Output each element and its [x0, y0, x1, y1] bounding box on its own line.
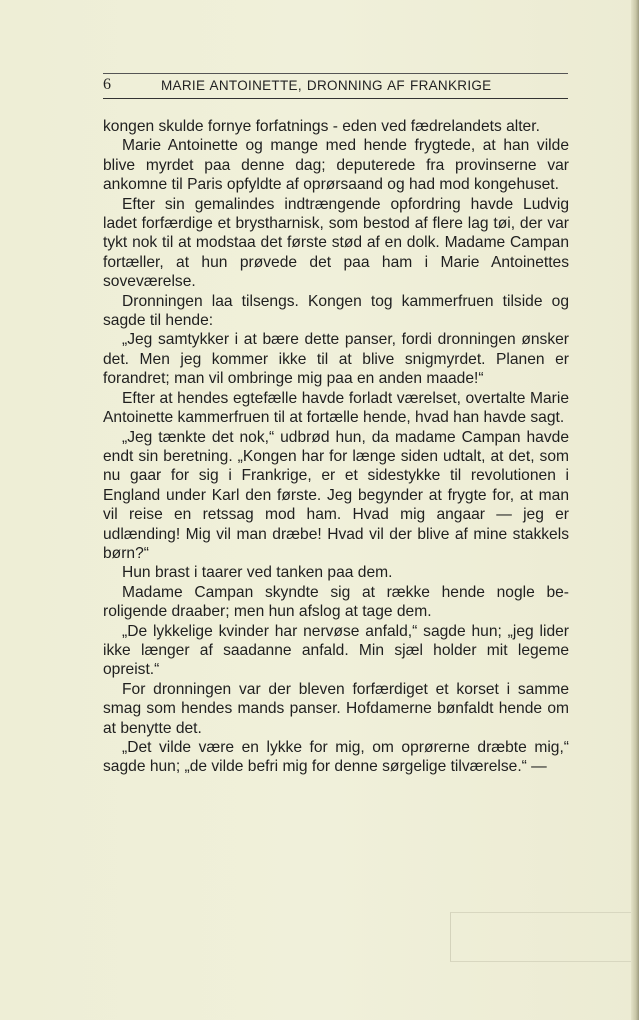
- paragraph: Marie Antoinette og mange med hende frygtede, at han vilde blive myrdet paa denne dag; deputerede fra provinserne var ankomne til Paris opfyldte af oprørsaand og had mod kongehuset.: [103, 137, 569, 194]
- faint-stamp-mark: [450, 912, 631, 962]
- paragraph: „Jeg samtykker i at bære dette panser, fordi dronningen ønsker det. Men jeg kommer ikke til at blive snigmyrdet. Planen er forandret; man vil ombringe mig paa en anden maade!“: [103, 331, 569, 388]
- paragraph: Efter sin gemalindes indtrængende opfordring havde Ludvig ladet forfærdige et brystharnisk, som bestod af flere lag tøi, der var tykt nok til at modstaa det første stød af en dolk. Madame Campan fortæller, at hun prøvede det paa ham i Marie Antoinettes soveværelse.: [103, 195, 569, 291]
- page-edge-shadow: [631, 0, 639, 1020]
- paragraph: Madame Campan skyndte sig at række hende nogle beroligende draaber; men hun afslog at tage dem.: [103, 583, 569, 621]
- paragraph: „Jeg tænkte det nok,“ udbrød hun, da madame Campan havde endt sin beretning. „Kongen har for længe siden udtalt, at det, som nu gaar for sig i Frankrige, er et sidestykke til revolutionen i England under Karl den første. Jeg begynder at frygte for, at man vil reise en retssag mod ham. Hvad mig angaar — jeg er udlænding! Mig vil man dræbe! Hvad vil der blive af mine stakkels børn?“: [103, 428, 569, 562]
- paragraph: Dronningen laa tilsengs. Kongen tog kammerfruen tilside og sagde til hende:: [103, 292, 569, 330]
- paragraph: „De lykkelige kvinder har nervøse anfald,“ sagde hun; „jeg lider ikke længer af saadanne anfald. Min sjæl holder mit legeme opreist.“: [103, 622, 569, 679]
- page-header: [103, 73, 568, 99]
- running-title: MARIE ANTOINETTE, DRONNING AF FRANKRIGE: [161, 78, 492, 93]
- paragraph: kongen skulde fornye forfatnings - eden ved fædrelandets alter.: [103, 118, 540, 135]
- body-text: [103, 117, 569, 777]
- paragraph: Efter at hendes egtefælle havde forladt værelset, overtalte Marie Antoinette kammerfruen til at fortælle hende, hvad han havde sagt.: [103, 389, 569, 427]
- paragraph: „Det vilde være en lykke for mig, om oprørerne dræbte mig,“ sagde hun; „de vilde befri mig for denne sørgelige tilværelse.“ —: [103, 739, 569, 776]
- paragraph: For dronningen var der bleven forfærdiget et korset i samme smag som hendes mands panser. Hofdamerne bønfaldt hende om at benytte det.: [103, 680, 569, 737]
- page-number: 6: [103, 76, 111, 93]
- paragraph: Hun brast i taarer ved tanken paa dem.: [122, 564, 393, 582]
